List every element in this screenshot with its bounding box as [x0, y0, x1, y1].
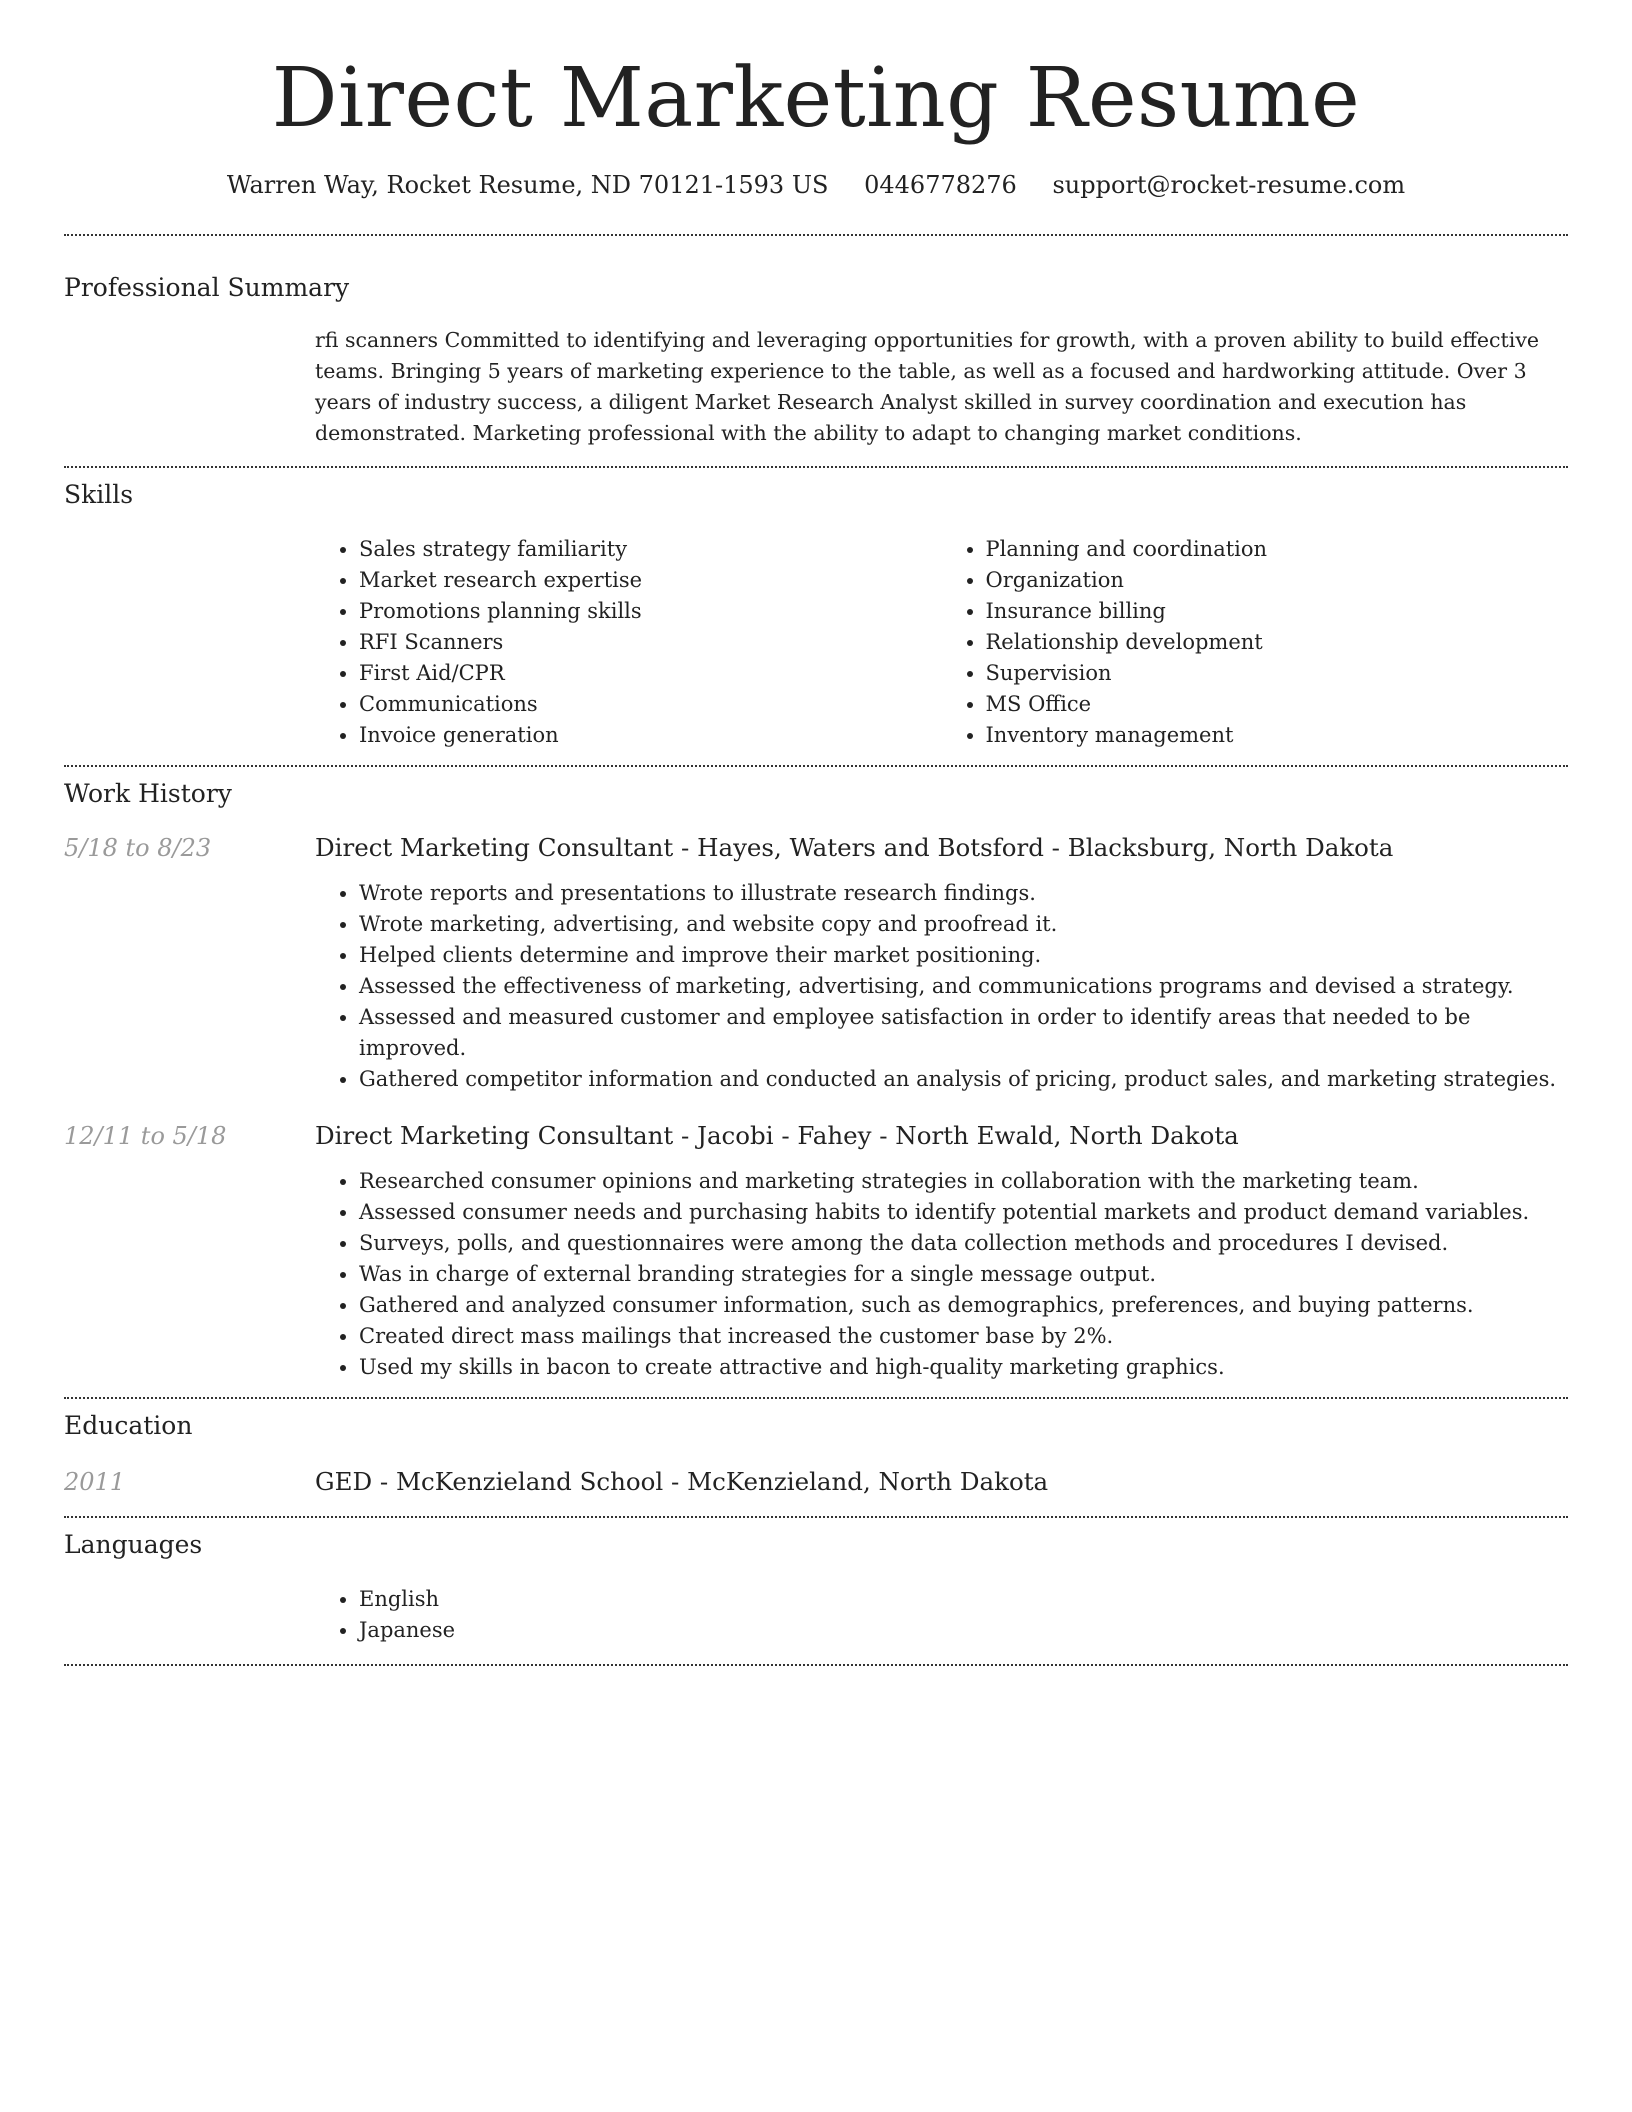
- summary-heading: Professional Summary: [64, 273, 350, 302]
- divider: [64, 765, 1568, 767]
- job-bullet: • Assessed and measured customer and employee satisfaction in order to identify areas that needed to be improved.: [359, 1002, 1568, 1064]
- contact-phone: 0446778276: [864, 171, 1017, 199]
- skill-item: • Insurance billing: [986, 596, 1569, 627]
- language-item: • Japanese: [359, 1615, 1568, 1646]
- job-bullet: • Created direct mass mailings that increased the customer base by 2%.: [359, 1321, 1568, 1352]
- divider: [64, 1664, 1568, 1666]
- divider: [64, 1516, 1568, 1518]
- education-heading: Education: [64, 1411, 193, 1440]
- skills-section: [64, 480, 1568, 751]
- skill-item: • Relationship development: [986, 627, 1569, 658]
- languages-heading: Languages: [64, 1530, 203, 1559]
- education-section: [64, 1411, 1568, 1496]
- job-title: Direct Marketing Consultant - Jacobi - Fahey - North Ewald, North Dakota: [315, 1121, 1239, 1150]
- job-bullets: [315, 1166, 1568, 1383]
- skill-item: • Sales strategy familiarity: [359, 534, 942, 565]
- skill-item: • Inventory management: [986, 720, 1569, 751]
- job-bullet: • Gathered and analyzed consumer information, such as demographics, preferences, and buying patterns.: [359, 1290, 1568, 1321]
- work-heading: Work History: [64, 779, 232, 808]
- contact-email: support@rocket-resume.com: [1052, 171, 1406, 199]
- languages-section: [64, 1530, 1568, 1646]
- summary-text: rfi scanners Committed to identifying and leveraging opportunities for growth, with a proven ability to build effective teams. Bringing 5 years of marketing experience to the table, as well as a focused and hardworking attitude. Over 3 years of industry success, a diligent Market Research Analyst skilled in survey coordination and execution has demonstrated. Marketing professional with the ability to adapt to changing market conditions.: [315, 328, 1540, 445]
- job-bullet: • Wrote marketing, advertising, and website copy and proofread it.: [359, 909, 1568, 940]
- language-item: • English: [359, 1584, 1568, 1615]
- skills-heading: Skills: [64, 480, 134, 509]
- job-bullet: • Was in charge of external branding strategies for a single message output.: [359, 1259, 1568, 1290]
- job-bullet: • Used my skills in bacon to create attractive and high-quality marketing graphics.: [359, 1352, 1568, 1383]
- job-bullets: [315, 878, 1568, 1095]
- resume-title: Direct Marketing Resume: [271, 51, 1361, 146]
- contact-line: [64, 170, 1568, 200]
- job-title: Direct Marketing Consultant - Hayes, Waters and Botsford - Blacksburg, North Dakota: [315, 833, 1394, 862]
- skill-item: • Supervision: [986, 658, 1569, 689]
- skill-item: • MS Office: [986, 689, 1569, 720]
- job-bullet: • Surveys, polls, and questionnaires were among the data collection methods and procedures I devised.: [359, 1228, 1568, 1259]
- job-dates: 5/18 to 8/23: [64, 834, 212, 862]
- skills-grid: [315, 534, 1568, 751]
- summary-section: [64, 273, 1568, 449]
- skill-item: • Communications: [359, 689, 942, 720]
- skills-list-right: [942, 534, 1569, 751]
- job-bullet: • Researched consumer opinions and marketing strategies in collaboration with the marketing team.: [359, 1166, 1568, 1197]
- job-entry: [64, 833, 1568, 1095]
- skill-item: • Organization: [986, 565, 1569, 596]
- skill-item: • First Aid/CPR: [359, 658, 942, 689]
- divider: [64, 234, 1568, 236]
- skill-item: • Market research expertise: [359, 565, 942, 596]
- job-entry: [64, 1121, 1568, 1383]
- contact-address: Warren Way, Rocket Resume, ND 70121-1593 US: [226, 171, 829, 199]
- education-entry: GED - McKenzieland School - McKenzieland, North Dakota: [315, 1467, 1049, 1496]
- job-bullet: • Gathered competitor information and conducted an analysis of pricing, product sales, and marketing strategies.: [359, 1064, 1568, 1095]
- job-bullet: • Helped clients determine and improve their market positioning.: [359, 940, 1568, 971]
- job-bullet: • Wrote reports and presentations to illustrate research findings.: [359, 878, 1568, 909]
- languages-list: [315, 1584, 1568, 1646]
- job-bullet: • Assessed the effectiveness of marketing, advertising, and communications programs and devised a strategy.: [359, 971, 1568, 1002]
- divider: [64, 1397, 1568, 1399]
- skill-item: • Planning and coordination: [986, 534, 1569, 565]
- resume-page: [64, 0, 1568, 1666]
- skill-item: • Promotions planning skills: [359, 596, 942, 627]
- job-dates: 12/11 to 5/18: [64, 1122, 227, 1150]
- divider: [64, 466, 1568, 468]
- skill-item: • RFI Scanners: [359, 627, 942, 658]
- work-section: [64, 779, 1568, 1383]
- education-year: 2011: [64, 1468, 126, 1496]
- skills-list-left: [315, 534, 942, 751]
- skill-item: • Invoice generation: [359, 720, 942, 751]
- job-bullet: • Assessed consumer needs and purchasing habits to identify potential markets and product demand variables.: [359, 1197, 1568, 1228]
